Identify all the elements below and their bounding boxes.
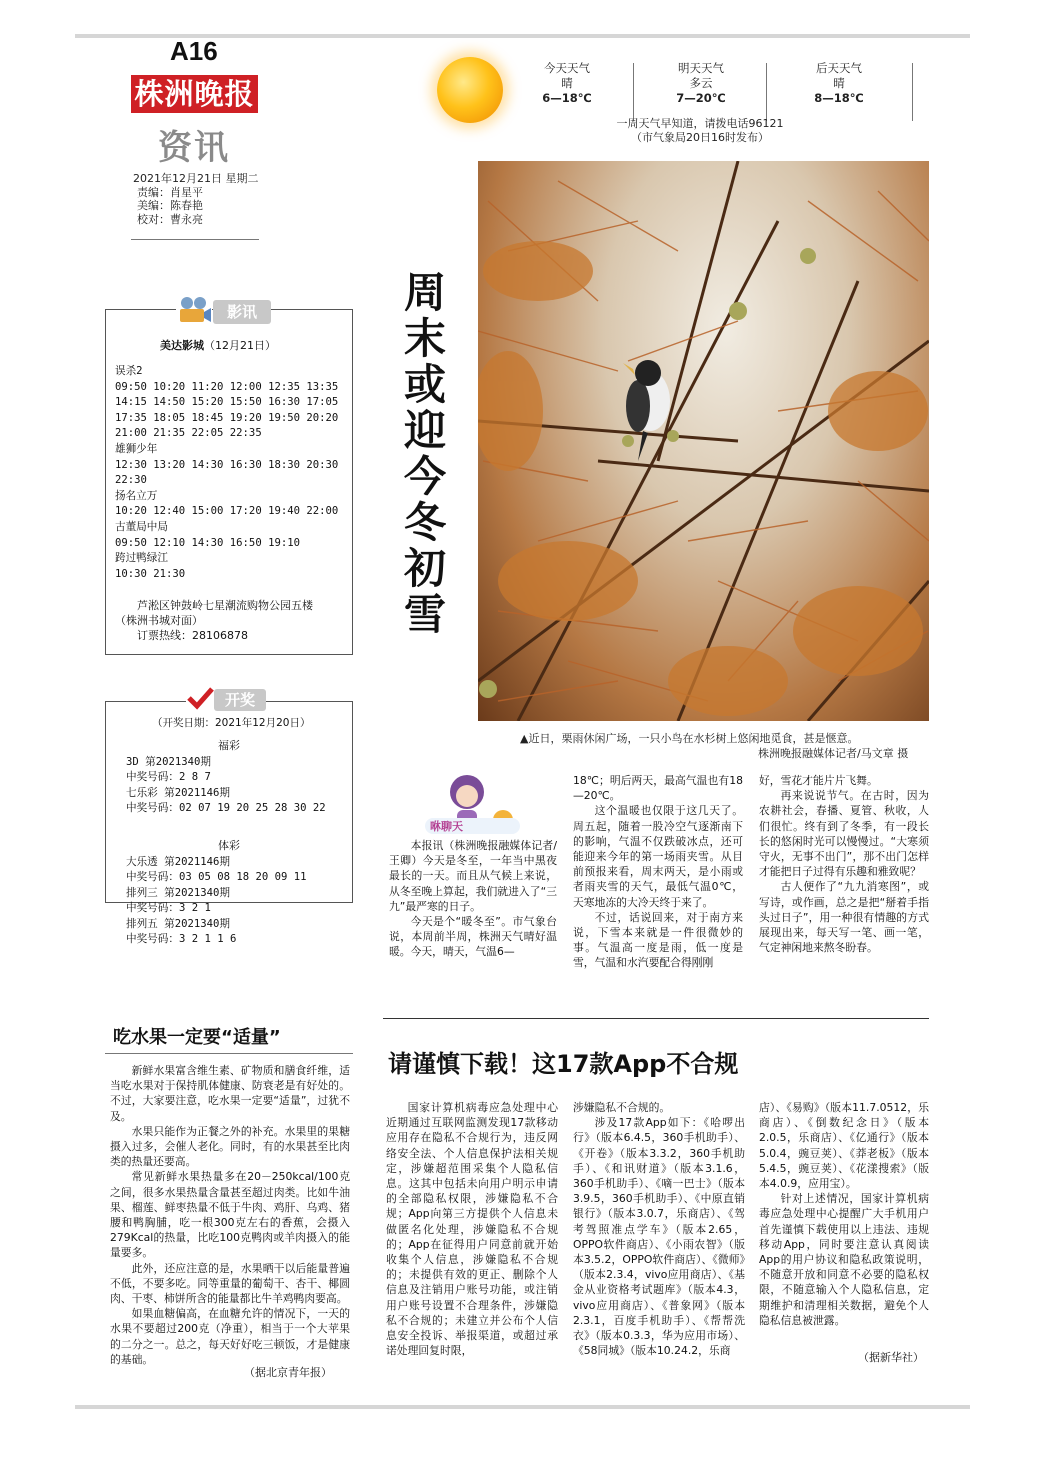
fruit-source: （据北京青年报） <box>244 1366 332 1379</box>
film-title: 误杀2 <box>115 365 143 377</box>
film-times: 22:30 <box>115 474 147 487</box>
film-times: 21:00 21:35 22:05 22:35 <box>115 427 262 440</box>
editor-line: 责编：肖星平 <box>137 185 203 199</box>
story-col2: 18℃；明后两天，最高气温也有18—20℃。 这个温暖也仅限于这几天了。周五起，随着一股冷空气逐渐南下的影响，气温不仅跌破冰点，还可能迎来今年的第一场雨夹雪。从目前预报来看，周末两天，是小雨或者雨夹雪的天气，最低气温0℃，天寒地冻的大冷天终于来了。 不过，话说回来，对于南方来说，下雪本来就是一件很微妙的事。气温高一度是雨，低一度是雪，气温和水汽要配合得刚刚 <box>573 774 743 970</box>
film-title: 雄狮少年 <box>115 442 158 455</box>
cover-photo <box>478 161 929 721</box>
film-times: 10:30 21:30 <box>115 567 186 580</box>
photo-caption: ▲近日，栗雨休闲广场，一只小鸟在水杉树上悠闲地觅食，甚是惬意。 <box>520 732 859 745</box>
masthead-rule <box>131 239 259 240</box>
app-top-rule <box>383 1018 929 1019</box>
weather-divider <box>633 63 634 121</box>
weather-today: 今天天气 晴 6—18℃ <box>542 61 592 105</box>
film-title: 跨过鸭绿江 <box>115 552 168 565</box>
weather-tomorrow: 明天天气 多云 7—20℃ <box>676 61 726 105</box>
photo-credit: 株洲晚报融媒体记者/马文章 摄 <box>758 747 909 760</box>
cinema-address: 芦淞区钟鼓岭七星潮流购物公园五楼 （株洲书城对面） 订票热线：28106878 <box>115 599 313 642</box>
film-times: 10:20 12:40 15:00 17:20 19:40 22:00 <box>115 505 339 518</box>
page-number: A16 <box>170 36 218 66</box>
story-col3: 好，雪花才能片片飞舞。 再来说说节气。在古时，因为农耕社会，春播、夏管、秋收，人们很忙。终有到了冬季，有一段长长的悠闲时光可以慢慢过。“大寒须守火，无事不出门”，那不出门怎样才能把日子过得有乐趣和雅致呢？ 古人便作了“九九消寒图”，或写诗，或作画，总之是把“掰着手指头过日子”，用一种很有情趣的方式展现出来，每天写一笔、画一笔，气定神闲地来熬冬盼春。 <box>759 774 929 955</box>
bottom-rule <box>75 1405 970 1409</box>
film-title: 扬名立万 <box>115 489 158 502</box>
fruit-rule <box>105 1053 353 1054</box>
app-col2: 涉嫌隐私不合规的。 涉及17款App如下：《哈啰出行》（版本6.4.5，360手机助手）、《开卷》（版本3.3.2，360手机助手）、《和讯财道》（版本3.1.6，360手机助手）、《嘀一巴士》（版本3.9.5，360手机助手）、《中原直销银行》（版本3.0.7，乐商店）、《驾考驾照准点学车》（版本2.65，OPPO软件商店）、《小雨农智》（版本3.5.2，OPPO软件商店）、《微师》（版本2.3.4，vivo应用商店）、《基金从业资格考试题库》（版本4.3，vivo应用商店）、《普象网》（版本2.3.1，百度手机助手）、《帮帮洗衣》（版本0.3.3，华为应用市场）、《58同城》（版本10.24.2，乐商 <box>573 1101 745 1358</box>
lottery-date: （开奖日期：2021年12月20日） <box>152 717 311 729</box>
story-col1: 本报讯（株洲晚报融媒体记者/王卿）今天是冬至，一年当中黑夜最长的一天。而且从气候上来说，从冬至晚上算起，我们就进入了“三九”最严寒的日子。 今天是个“暖冬至”。市气象台说，本周前半周，株洲天气晴好温暖。今天，晴天，气温6— <box>389 839 557 959</box>
film-times: 14:15 14:50 15:20 15:50 16:30 17:05 <box>115 396 339 409</box>
bird-on-tree-image <box>478 161 929 721</box>
film-times: 12:30 13:20 14:30 16:30 18:30 20:30 <box>115 458 339 471</box>
app-source: （据新华社） <box>858 1351 924 1364</box>
ticai-results: 大乐透 第2021146期 中奖号码：03 05 08 18 20 09 11 排列三 第2021340期 中奖号码：3 2 1 排列五 第2021340期 中奖号码：3 2 1 1 6 <box>126 856 307 946</box>
proof-line: 校对：曹永亮 <box>137 212 203 226</box>
film-times: 09:50 12:10 14:30 16:50 19:10 <box>115 536 300 549</box>
showtimes-list <box>115 364 338 582</box>
film-times: 17:35 18:05 18:45 19:20 19:50 20:20 <box>115 411 339 424</box>
date-line: 2021年12月21日 星期二 <box>133 172 259 185</box>
cover-headline: 周 末 或 迎 今 冬 初 雪 <box>403 268 446 639</box>
checkmark-icon <box>186 686 214 710</box>
app-col1: 国家计算机病毒应急处理中心近期通过互联网监测发现17款移动应用存在隐私不合规行为，违反网络安全法、个人信息保护法相关规定，涉嫌超范围采集个人隐私信息。这其中包括未向用户明示申请的全部隐私权限，涉嫌隐私不合规；App向第三方提供个人信息未做匿名化处理，涉嫌隐私不合规的；App在征得用户同意前就开始收集个人信息，涉嫌隐私不合规的；未提供有效的更正、删除个人信息及注销用户账号功能，或注销用户账号设置不合理条件，涉嫌隐私不合规的；未建立并公布个人信息安全投诉、举报渠道，或超过承诺处理回复时限， <box>386 1101 558 1358</box>
ticai-title: 体彩 <box>218 839 240 852</box>
page-meta <box>133 172 259 226</box>
film-projector-icon <box>176 296 212 324</box>
weather-note: 一周天气早知道，请拨电话96121 （市气象局20日16时发布） <box>616 117 784 144</box>
fruit-headline: 吃水果一定要“适量” <box>113 1027 281 1048</box>
weather-divider <box>912 63 913 121</box>
weather-day-after: 后天天气 晴 8—18℃ <box>814 61 864 105</box>
fucai-title: 福彩 <box>218 739 240 752</box>
film-times: 09:50 10:20 11:20 12:00 12:35 13:35 <box>115 380 339 393</box>
column-name: 咻聊天 <box>430 820 463 833</box>
sun-icon <box>437 57 503 123</box>
film-title: 古董局中局 <box>115 520 168 533</box>
app-col3: 店）、《易购》（版本11.7.0512，乐商店）、《倒数纪念日》（版本2.0.5，乐商店）、《亿通行》（版本5.0.4，豌豆荚）、《莽老板》（版本5.4.5，豌豆荚）、《花漾搜索》（版本4.0.9，应用宝）。 针对上述情况，国家计算机病毒应急处理中心提醒广大手机用户首先谨慎下载使用以上违法、违规移动App，同时要注意认真阅读App的用户协议和隐私政策说明，不随意开放和同意不必要的隐私权限，不随意输入个人隐私信息，定期维护和清理相关数据，避免个人隐私信息被泄露。 <box>759 1101 929 1327</box>
fruit-body: 新鲜水果富含维生素、矿物质和膳食纤维，适当吃水果对于保持肌体健康、防衰老是有好处的。不过，大家要注意，吃水果一定要“适量”，过犹不及。 水果只能作为正餐之外的补充。水果里的果糖摄入过多，会催人老化。同时，有的水果甚至比肉类的热量还要高。 常见新鲜水果热量多在20－250kcal/100克之间，很多水果热量含量甚至超过肉类。比如牛油果、榴莲、鲜枣热量不低于牛肉、鸡肝、乌鸡、猪腰和鸭胸脯，吃一根300克左右的香蕉，会摄入279Kcal的热量，比吃100克鸭肉或羊肉摄入的能量要多。 此外，还应注意的是，水果晒干以后能量普遍不低，不要多吃。同等重量的葡萄干、杏干、椰圆肉、干枣、柿饼所含的能量都比牛羊鸡鸭肉要高。 如果血糖偏高，在血糖允许的情况下，一天的水果不要超过200克（净重），相当于一个大苹果的二分之一。总之，每天好好吃三顿饭，才是健康的基础。 <box>110 1064 350 1366</box>
lottery-tag: 开奖 <box>214 689 266 711</box>
fucai-results: 3D 第2021340期 中奖号码：2 8 7 七乐彩 第2021146期 中奖号码：02 07 19 20 25 28 30 22 <box>126 756 326 815</box>
art-line: 美编：陈春艳 <box>137 199 203 212</box>
cinema-venue: 美达影城（12月21日） <box>160 339 276 352</box>
cinema-tag: 影讯 <box>213 300 271 324</box>
section-title: 资讯 <box>158 128 230 168</box>
newspaper-logo: 株洲晚报 <box>131 75 258 113</box>
app-headline: 请谨慎下载！这17款App不合规 <box>388 1050 739 1078</box>
weather-divider <box>766 63 767 121</box>
